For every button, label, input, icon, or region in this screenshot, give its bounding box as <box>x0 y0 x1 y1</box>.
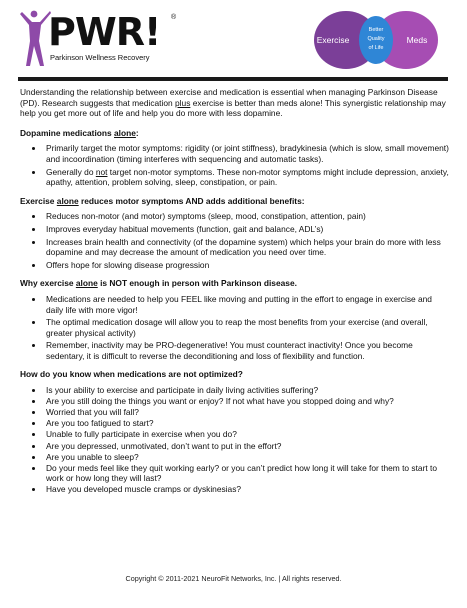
optimized-section <box>20 369 450 495</box>
registered-mark: ® <box>171 14 177 21</box>
list-item: • Are you still doing the things you want or enjoy? If not what have you stopped doing and why? <box>44 396 450 407</box>
list-item: • Do your meds feel like they quit working early? or you can’t predict how long it will take for them to start to work or how long they will last? <box>44 463 450 484</box>
list-item: • Increases brain health and connectivity (of the dopamine system) which helps your brain do more with less dopamine and may decrease the amount of medication you need over time. <box>44 237 450 258</box>
logo-subtitle: Parkinson Wellness Recovery <box>50 53 150 62</box>
list-item: • Have you developed muscle cramps or dyskinesias? <box>44 484 450 495</box>
dopamine-list <box>20 143 450 187</box>
why-section <box>20 278 450 361</box>
exercise-list <box>20 211 450 270</box>
exercise-heading: Exercise alone reduces motor symptoms AND adds additional benefits: <box>20 195 305 206</box>
list-item: • Medications are needed to help you FEEL like moving and putting in the effort to engage in exercise and daily life with more vigor! <box>44 294 450 315</box>
list-item: • Worried that you will fall? <box>44 407 450 418</box>
list-item: • Unable to fully participate in exercise when you do? <box>44 429 450 440</box>
list-item: • Are you unable to sleep? <box>44 452 450 463</box>
list-item: • Is your ability to exercise and participate in daily living activities suffering? <box>44 385 450 396</box>
venn-center-label-1: Better <box>368 27 384 33</box>
page-header <box>0 0 467 82</box>
list-item: • Reduces non-motor (and motor) symptoms (sleep, mood, constipation, attention, pain) <box>44 211 450 222</box>
list-item: • Primarily target the motor symptoms: rigidity (or joint stiffness), bradykinesia (which is slow, small movement) and incoordination (timing interferes with sequencing and automatic tasks). <box>44 143 450 164</box>
exercise-section <box>20 196 450 271</box>
list-item: • Remember, inactivity may be PRO-degenerative! You must counteract inactivity! Once you become sedentary, it is difficult to reverse the deconditioning and loss of flexibility and function. <box>44 340 450 361</box>
venn-diagram <box>313 10 439 70</box>
copyright-footer: Copyright © 2011-2021 NeuroFit Networks, Inc. | All rights reserved. <box>125 574 342 583</box>
logo-text: PWR! <box>48 10 161 54</box>
list-item: • Are you too fatigued to start? <box>44 418 450 429</box>
pwr-logo <box>20 8 190 70</box>
optimized-heading: How do you know when medications are not optimized? <box>20 369 243 380</box>
venn-center-label-2: Quality <box>367 36 385 42</box>
venn-left-label: Exercise <box>316 35 350 45</box>
dopamine-section <box>20 128 450 188</box>
why-heading: Why exercise alone is NOT enough in person with Parkinson disease. <box>20 278 297 289</box>
venn-right-label: Meds <box>406 35 428 45</box>
document-body <box>20 87 450 503</box>
list-item: • Improves everyday habitual movements (function, gait and balance, ADL’s) <box>44 224 450 235</box>
list-item: • Are you depressed, unmotivated, don’t want to put in the effort? <box>44 441 450 452</box>
why-list <box>20 294 450 362</box>
list-item: • The optimal medication dosage will allow you to reap the most benefits from your exercise (and overall, greater physical activity) <box>44 317 450 338</box>
list-item: • Generally do not target non-motor symptoms. These non-motor symptoms might include depression, anxiety, apathy, attention, problem solving, sleep, constipation, or pain. <box>44 167 450 188</box>
dopamine-heading: Dopamine medications alone: <box>20 127 139 138</box>
list-item: • Offers hope for slowing disease progression <box>44 260 450 271</box>
optimized-list <box>20 385 450 495</box>
venn-center-label-3: of Life <box>368 45 384 51</box>
intro-paragraph: Understanding the relationship between exercise and medication is essential when managing Parkinson Disease (PD). Research suggests that medication plus exercise is better than meds alone! This synergistic relationship may help you get more out of life and help you do more with less dopamine. <box>20 87 446 119</box>
header-rule <box>18 77 448 81</box>
